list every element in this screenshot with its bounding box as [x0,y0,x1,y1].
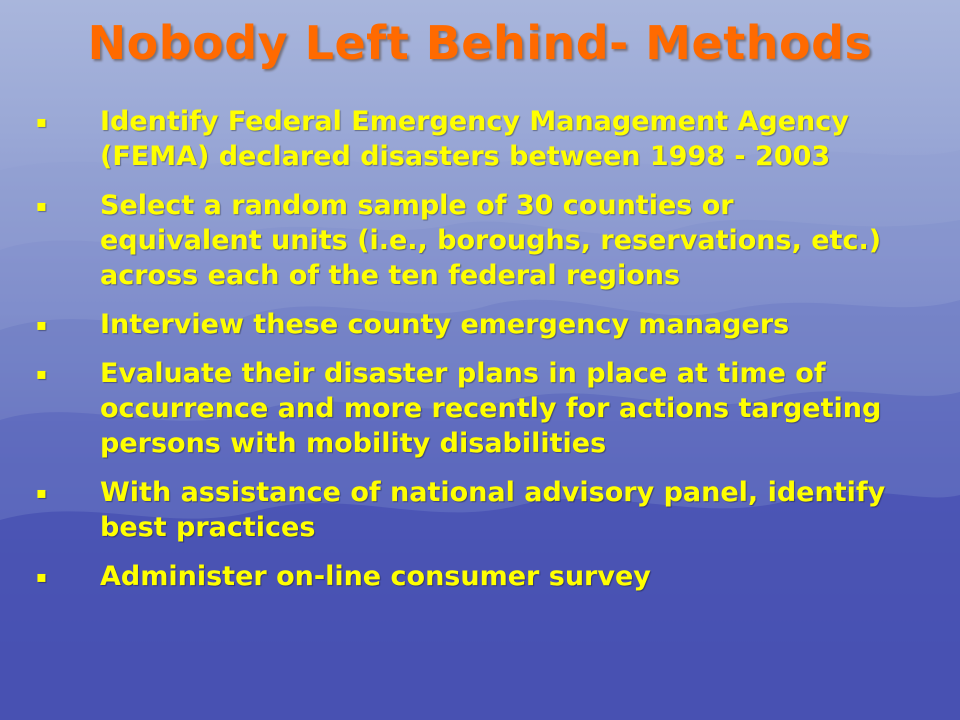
list-item [34,356,904,461]
list-item [34,559,904,594]
list-item [34,475,904,545]
bullet-text: Identify Federal Emergency Management Agency (FEMA) declared disasters between 1998 - 2003 [100,106,849,172]
square-bullet-icon: ▪ [36,364,47,383]
bullet-text: Administer on-line consumer survey [100,561,651,592]
bullet-text: Evaluate their disaster plans in place at time of occurrence and more recently for actions targeting persons with mobility disabilities [100,358,882,459]
square-bullet-icon: ▪ [36,483,47,502]
list-item [34,307,904,342]
list-item [34,188,904,293]
bullet-text: Interview these county emergency managers [100,309,790,340]
square-bullet-icon: ▪ [36,196,47,215]
slide-title: Nobody Left Behind- Methods [87,16,873,70]
bullet-text: Select a random sample of 30 counties or equivalent units (i.e., boroughs, reservations, etc.) across each of the ten federal regions [100,190,882,291]
list-item [34,104,904,174]
bullet-list [34,104,904,608]
square-bullet-icon: ▪ [36,315,47,334]
square-bullet-icon: ▪ [36,567,47,586]
bullet-text: With assistance of national advisory panel, identify best practices [100,477,886,543]
square-bullet-icon: ▪ [36,112,47,131]
